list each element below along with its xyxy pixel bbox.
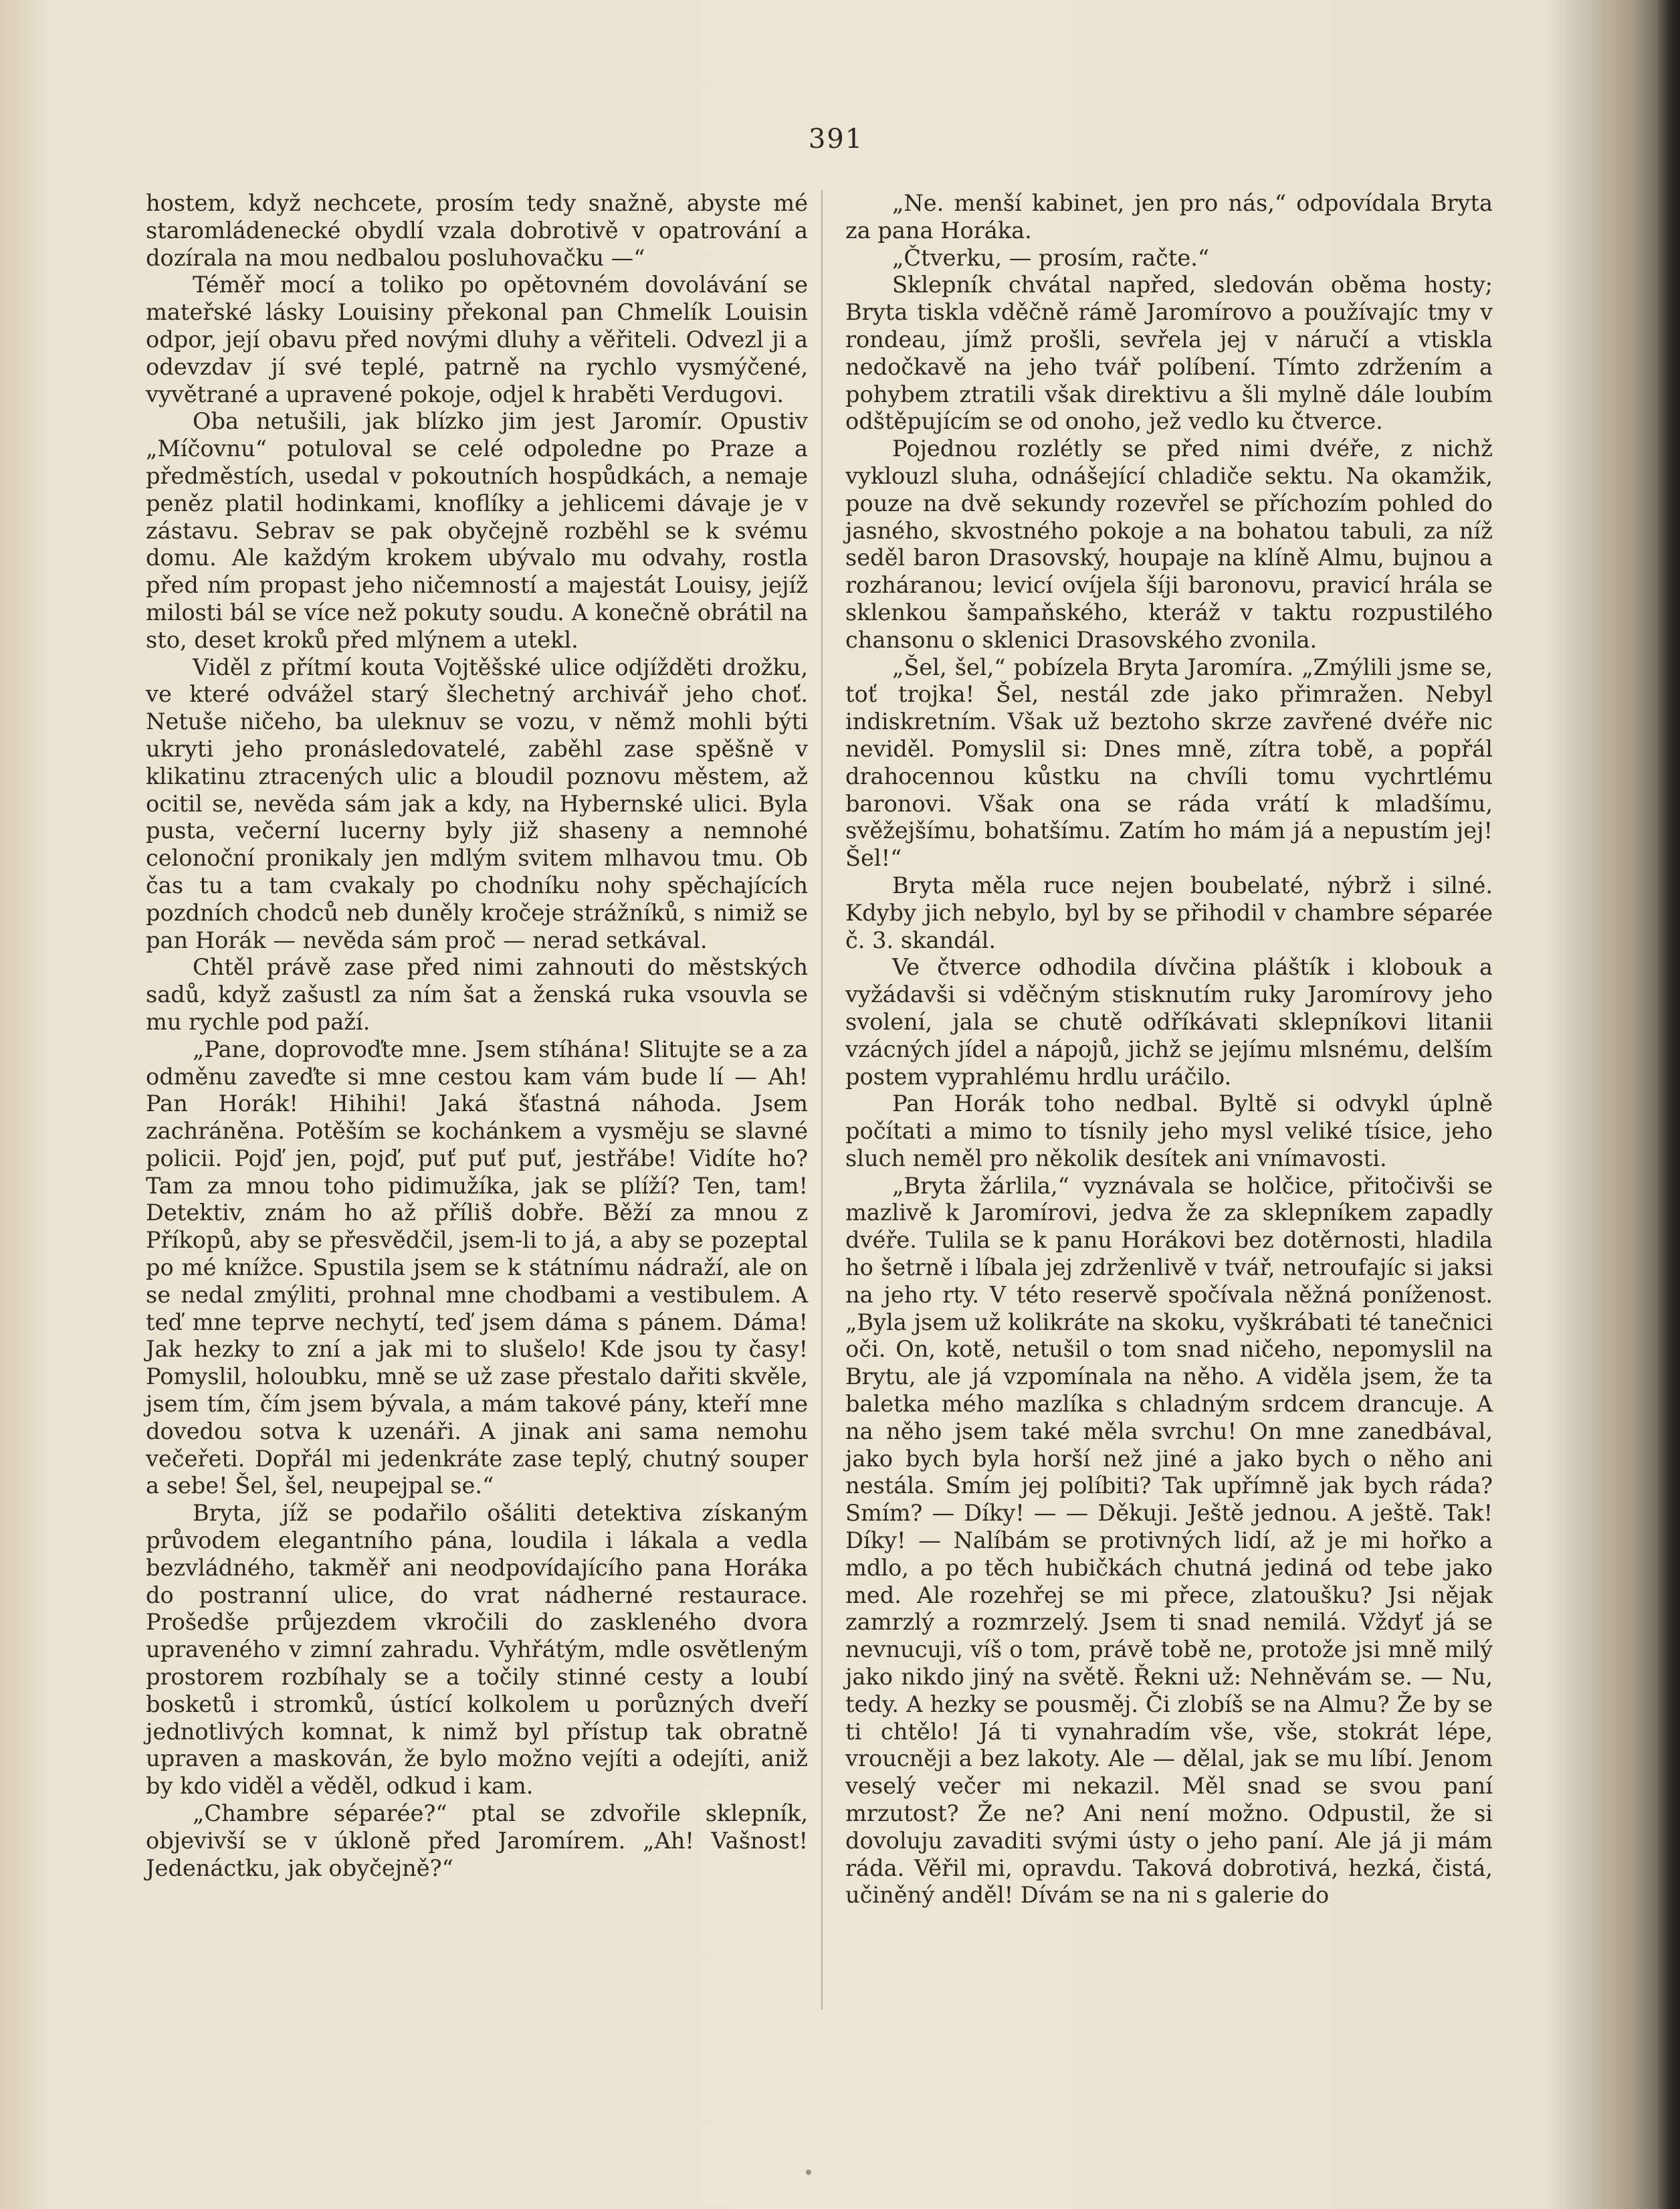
paragraph: Viděl z přítmí kouta Vojtěšské ulice odjížděti drožku, ve které odvážel starý šlechetný archivář jeho choť. Netuše ničeho, ba uleknuv se vozu, v němž mohli býti ukryti jeho pronásledovatelé, zaběhl zase spěšně v klikatinu ztracených ulic a bloudil poznovu městem, až ocitil se, nevěda sám jak a kdy, na Hybernské ulici. Byla pusta, večerní lucerny byly již shaseny a nemnohé celonoční pronikaly jen mdlým svitem mlhavou tmu. Ob čas tu a tam cvakaly po chodníku nohy spěchajících pozdních chodců neb duněly kročeje strážníků, s nimiž se pan Horák — nevěda sám proč — nerad setkával.: [146, 654, 808, 953]
paragraph: Chtěl právě zase před nimi zahnouti do městských sadů, když zašustl za ním šat a ženská ruka vsouvla se mu rychle pod paží.: [146, 954, 808, 1035]
paragraph: „Šel, šel,“ pobízela Bryta Jaromíra. „Zmýlili jsme se, toť trojka! Šel, nestál zde jako přimražen. Nebyl indiskretním. Však už beztoho skrze zavřené dvéře nic neviděl. Pomyslil si: Dnes mně, zítra tobě, a popřál drahocennou kůstku na chvíli tomu vychrtlému baronovi. Však ona se ráda vrátí k mladšímu, svěžejšímu, bohatšímu. Zatím ho mám já a nepustím jej! Šel!“: [845, 654, 1493, 872]
paragraph: Sklepník chvátal napřed, sledován oběma hosty; Bryta tiskla vděčně rámě Jaromírovo a používajíc tmy v rondeau, jímž prošli, sevřela jej v náručí a vtiskla nedočkavě na jeho tvář políbení. Tímto zdržením a pohybem ztratili však direktivu a šli mylně dále loubím odštěpujícím se od onoho, jež vedlo ku čtverce.: [845, 272, 1493, 435]
binding-shadow: [1657, 0, 1680, 2209]
paragraph: „Bryta žárlila,“ vyznávala se holčice, přitočivši se mazlivě k Jaromírovi, jedva že za sklepníkem zapadly dvéře. Tulila se k panu Horákovi bez dotěrnosti, hladila ho šetrně i líbala jej zdrženlivě v tvář, netroufajíc si jaksi na jeho rty. V této reservě spočívala něžná poníženost. „Byla jsem už kolikráte na skoku, vyškrábati té tanečnici oči. On, kotě, netušil o tom snad ničeho, nepomyslil na Brytu, ale já vzpomínala na něho. A viděla jsem, že ta baletka mého mazlíka s chladným srdcem drancuje. A na něho jsem také měla svrchu! On mne zanedbával, jako bych byla horší než jiné a jako bych o něho ani nestála. Smím jej políbiti? Tak upřímně jak bych ráda? Smím? — Díky! — — Děkuji. Ještě jednou. A ještě. Tak! Díky! — Nalíbám se protivných lidí, až je mi hořko a mdlo, a po těch hubičkách chutná jediná od tebe jako med. Ale rozehřej se mi přece, zlatoušku? Jsi nějak zamrzlý a rozmrzelý. Jsem ti snad nemilá. Vždyť já se nevnucuji, víš o tom, právě tobě ne, protože jsi mně milý jako nikdo jiný na světě. Řekni už: Nehněvám se. — Nu, tedy. A hezky se pousměj. Či zlobíš se na Almu? Že by se ti chtělo! Já ti vynahradím vše, vše, stokrát lépe, vroucněji a bez lakoty. Ale — dělal, jak se mu líbí. Jenom veselý večer mi nekazil. Měl snad se svou paní mrzutost? Že ne? Ani není možno. Odpustil, že si dovoluju zavaditi svými ústy o jeho paní. Ale já ji mám ráda. Věřil mi, opravdu. Taková dobrotivá, hezká, čistá, učiněný anděl! Dívám se na ni s galerie do: [845, 1172, 1493, 1909]
column-divider: [821, 190, 823, 2010]
paragraph: Pojednou rozlétly se před nimi dvéře, z nichž vyklouzl sluha, odnášející chladiče sektu. Na okamžik, pouze na dvě sekundy rozevřel se příchozím pohled do jasného, skvostného pokoje a na bohatou tabuli, za níž seděl baron Drasovský, houpaje na klíně Almu, bujnou a rozháranou; levicí ovíjela šíji baronovu, pravicí hrála se sklenkou šampaňského, kteráž v taktu rozpustilého chansonu o sklenici Drasovského zvonila.: [845, 436, 1493, 653]
paragraph: „Chambre séparée?“ ptal se zdvořile sklepník, objevivší se v úkloně před Jaromírem. „Ah! Vašnost! Jedenáctku, jak obyčejně?“: [146, 1800, 808, 1881]
page-number: 391: [808, 124, 864, 155]
paragraph: Ve čtverce odhodila dívčina pláštík i klobouk a vyžádavši si vděčným stisknutím ruky Jaromírovy jeho svolení, jala se chutě odříkávati sklepníkovi litanii vzácných jídel a nápojů, jichž se jejímu mlsnému, delším postem vyprahlému hrdlu uráčilo.: [845, 954, 1493, 1090]
right-column: [845, 190, 1493, 1909]
paragraph: Bryta měla ruce nejen boubelaté, nýbrž i silné. Kdyby jich nebylo, byl by se přihodil v chambre séparée č. 3. skandál.: [845, 872, 1493, 953]
left-column: [146, 190, 808, 1882]
paper-speck: [806, 2170, 811, 2175]
paragraph: Pan Horák toho nedbal. Byltě si odvykl úplně počítati a mimo to tísnily jeho mysl veliké tísice, jeho sluch neměl pro několik desítek ani vnímavosti.: [845, 1090, 1493, 1171]
paragraph: Oba netušili, jak blízko jim jest Jaromír. Opustiv „Míčovnu“ potuloval se celé odpoledne po Praze a předměstích, usedal v pokoutních hospůdkách, a nemaje peněz platil hodinkami, knoflíky a jehlicemi dávaje je v zástavu. Sebrav se pak obyčejně rozběhl se k svému domu. Ale každým krokem ubývalo mu odvahy, rostla před ním propast jeho ničemností a majestát Louisy, jejíž milosti bál se více než pokuty soudu. A konečně obrátil na sto, deset kroků před mlýnem a utekl.: [146, 408, 808, 653]
paragraph: „Pane, doprovoďte mne. Jsem stíhána! Slitujte se a za odměnu zaveďte si mne cestou kam vám bude lí — Ah! Pan Horák! Hihihi! Jaká šťastná náhoda. Jsem zachráněna. Potěším se kochánkem a vysměju se slavné policii. Pojď jen, pojď, puť puť puť, jestřábe! Vidíte ho? Tam za mnou toho pidimužíka, jak se plíží? Ten, tam! Detektiv, znám ho až příliš dobře. Běží za mnou z Příkopů, aby se přesvědčil, jsem-li to já, a aby se pozeptal po mé knížce. Spustila jsem se k státnímu nádraží, ale on se nedal zmýliti, prohnal mne chodbami a vestibulem. A teď mne teprve nechytí, teď jsem dáma s pánem. Dáma! Jak hezky to zní a jak mi to slušelo! Kde jsou ty časy! Pomyslil, holoubku, mně se už zase přestalo dařiti skvěle, jsem tím, čím jsem bývala, a mám takové pány, kteří mne dovedou sotva k uzenáři. A jinak ani sama nemohu večeřeti. Dopřál mi jedenkráte zase teplý, chutný souper a sebe! Šel, šel, neupejpal se.“: [146, 1036, 808, 1499]
paragraph: „Ne. menší kabinet, jen pro nás,“ odpovídala Bryta za pana Horáka.: [845, 190, 1493, 244]
paragraph: Téměř mocí a toliko po opětovném dovolávání se mateřské lásky Louisiny překonal pan Chmelík Louisin odpor, její obavu před novými dluhy a věřiteli. Odvezl ji a odevzdav jí své teplé, patrně na rychlo vysmýčené, vyvětrané a upravené pokoje, odjel k hraběti Verdugovi.: [146, 272, 808, 407]
paragraph: Bryta, jíž se podařilo ošáliti detektiva získaným průvodem elegantního pána, loudila i lákala a vedla bezvládného, takměř ani neodpovídajícího pana Horáka do postranní ulice, do vrat nádherné restaurace. Prošedše průjezdem vkročili do zaskleného dvora upraveného v zimní zahradu. Vyhřátým, mdle osvětleným prostorem rozbíhaly se a točily stinné cesty a loubí bosketů i stromků, ústící kolkolem u porůzných dveří jednotlivých komnat, k nimž byl přístup tak obratně upraven a maskován, že bylo možno vejíti a odejíti, aniž by kdo viděl a věděl, odkud i kam.: [146, 1500, 808, 1800]
paragraph: hostem, když nechcete, prosím tedy snažně, abyste mé staromládenecké obydlí vzala dobrotivě v opatrování a dozírala na mou nedbalou posluhovačku —“: [146, 190, 808, 271]
paragraph: „Čtverku, — prosím, račte.“: [892, 244, 1210, 271]
